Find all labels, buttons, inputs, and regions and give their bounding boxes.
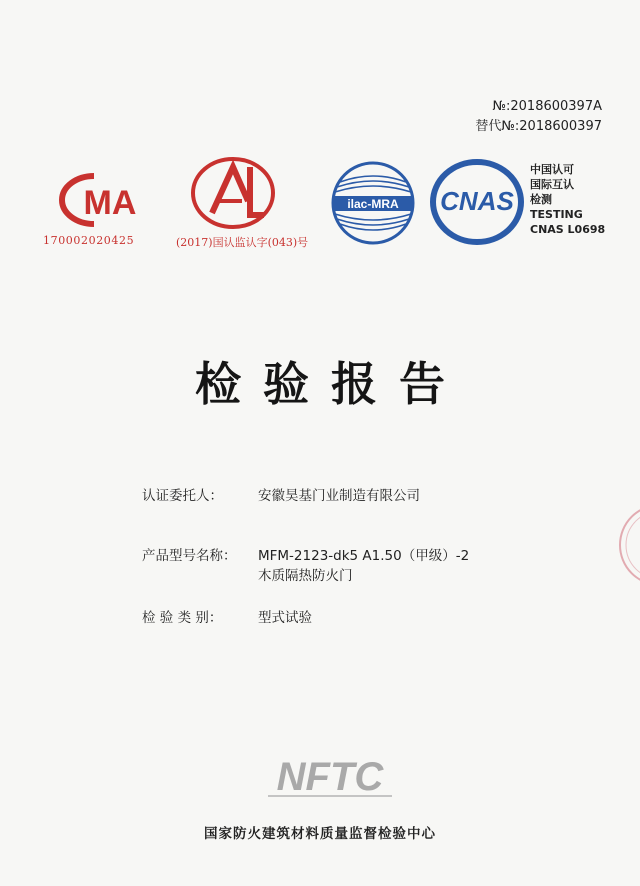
product-field (142, 546, 508, 586)
cnas-line-1: 中国认可 (530, 163, 574, 176)
cnas-line-4: TESTING (530, 208, 583, 221)
nftc-logo-text: NFTC (276, 755, 384, 799)
product-label: 产品型号名称： (142, 548, 237, 564)
test-type-value: 型式试验 (258, 610, 312, 626)
cal-code: (2017)国认监认字(043)号 (176, 236, 309, 249)
report-title: 检验报告 (195, 357, 467, 411)
ilac-label: ilac-MRA (347, 197, 399, 211)
cma-logo (50, 170, 162, 230)
test-type-label: 检 验 类 别： (142, 610, 223, 626)
report-number-block (475, 97, 602, 137)
cma-letters: MA (83, 184, 137, 222)
cma-code: 170002020425 (43, 234, 135, 247)
issuing-organization: 国家防火建筑材料质量监督检验中心 (204, 826, 436, 842)
cnas-line-3: 检测 (530, 193, 552, 206)
cnas-line-5: CNAS L0698 (530, 223, 606, 236)
report-number: №:2018600397A (492, 99, 602, 114)
replaces-number: 替代№:2018600397 (475, 119, 602, 134)
nftc-logo (260, 750, 400, 805)
ilac-mra-logo (330, 160, 416, 246)
cnas-line-2: 国际互认 (530, 178, 574, 191)
product-value-line-1: MFM-2123-dk5 A1.50（甲级）-2 (258, 548, 470, 564)
product-value (258, 546, 508, 586)
seal-stamp (615, 500, 640, 590)
cnas-accreditation-text (530, 162, 605, 237)
client-value: 安徽昊基门业制造有限公司 (258, 488, 420, 504)
client-field (142, 486, 508, 506)
test-type-field (142, 608, 508, 628)
cnas-logo (428, 158, 526, 246)
client-label: 认证委托人： (142, 488, 223, 504)
product-value-line-2: 木质隔热防火门 (258, 568, 353, 584)
cal-logo (188, 153, 278, 233)
cnas-logo-text: CNAS (440, 186, 514, 216)
